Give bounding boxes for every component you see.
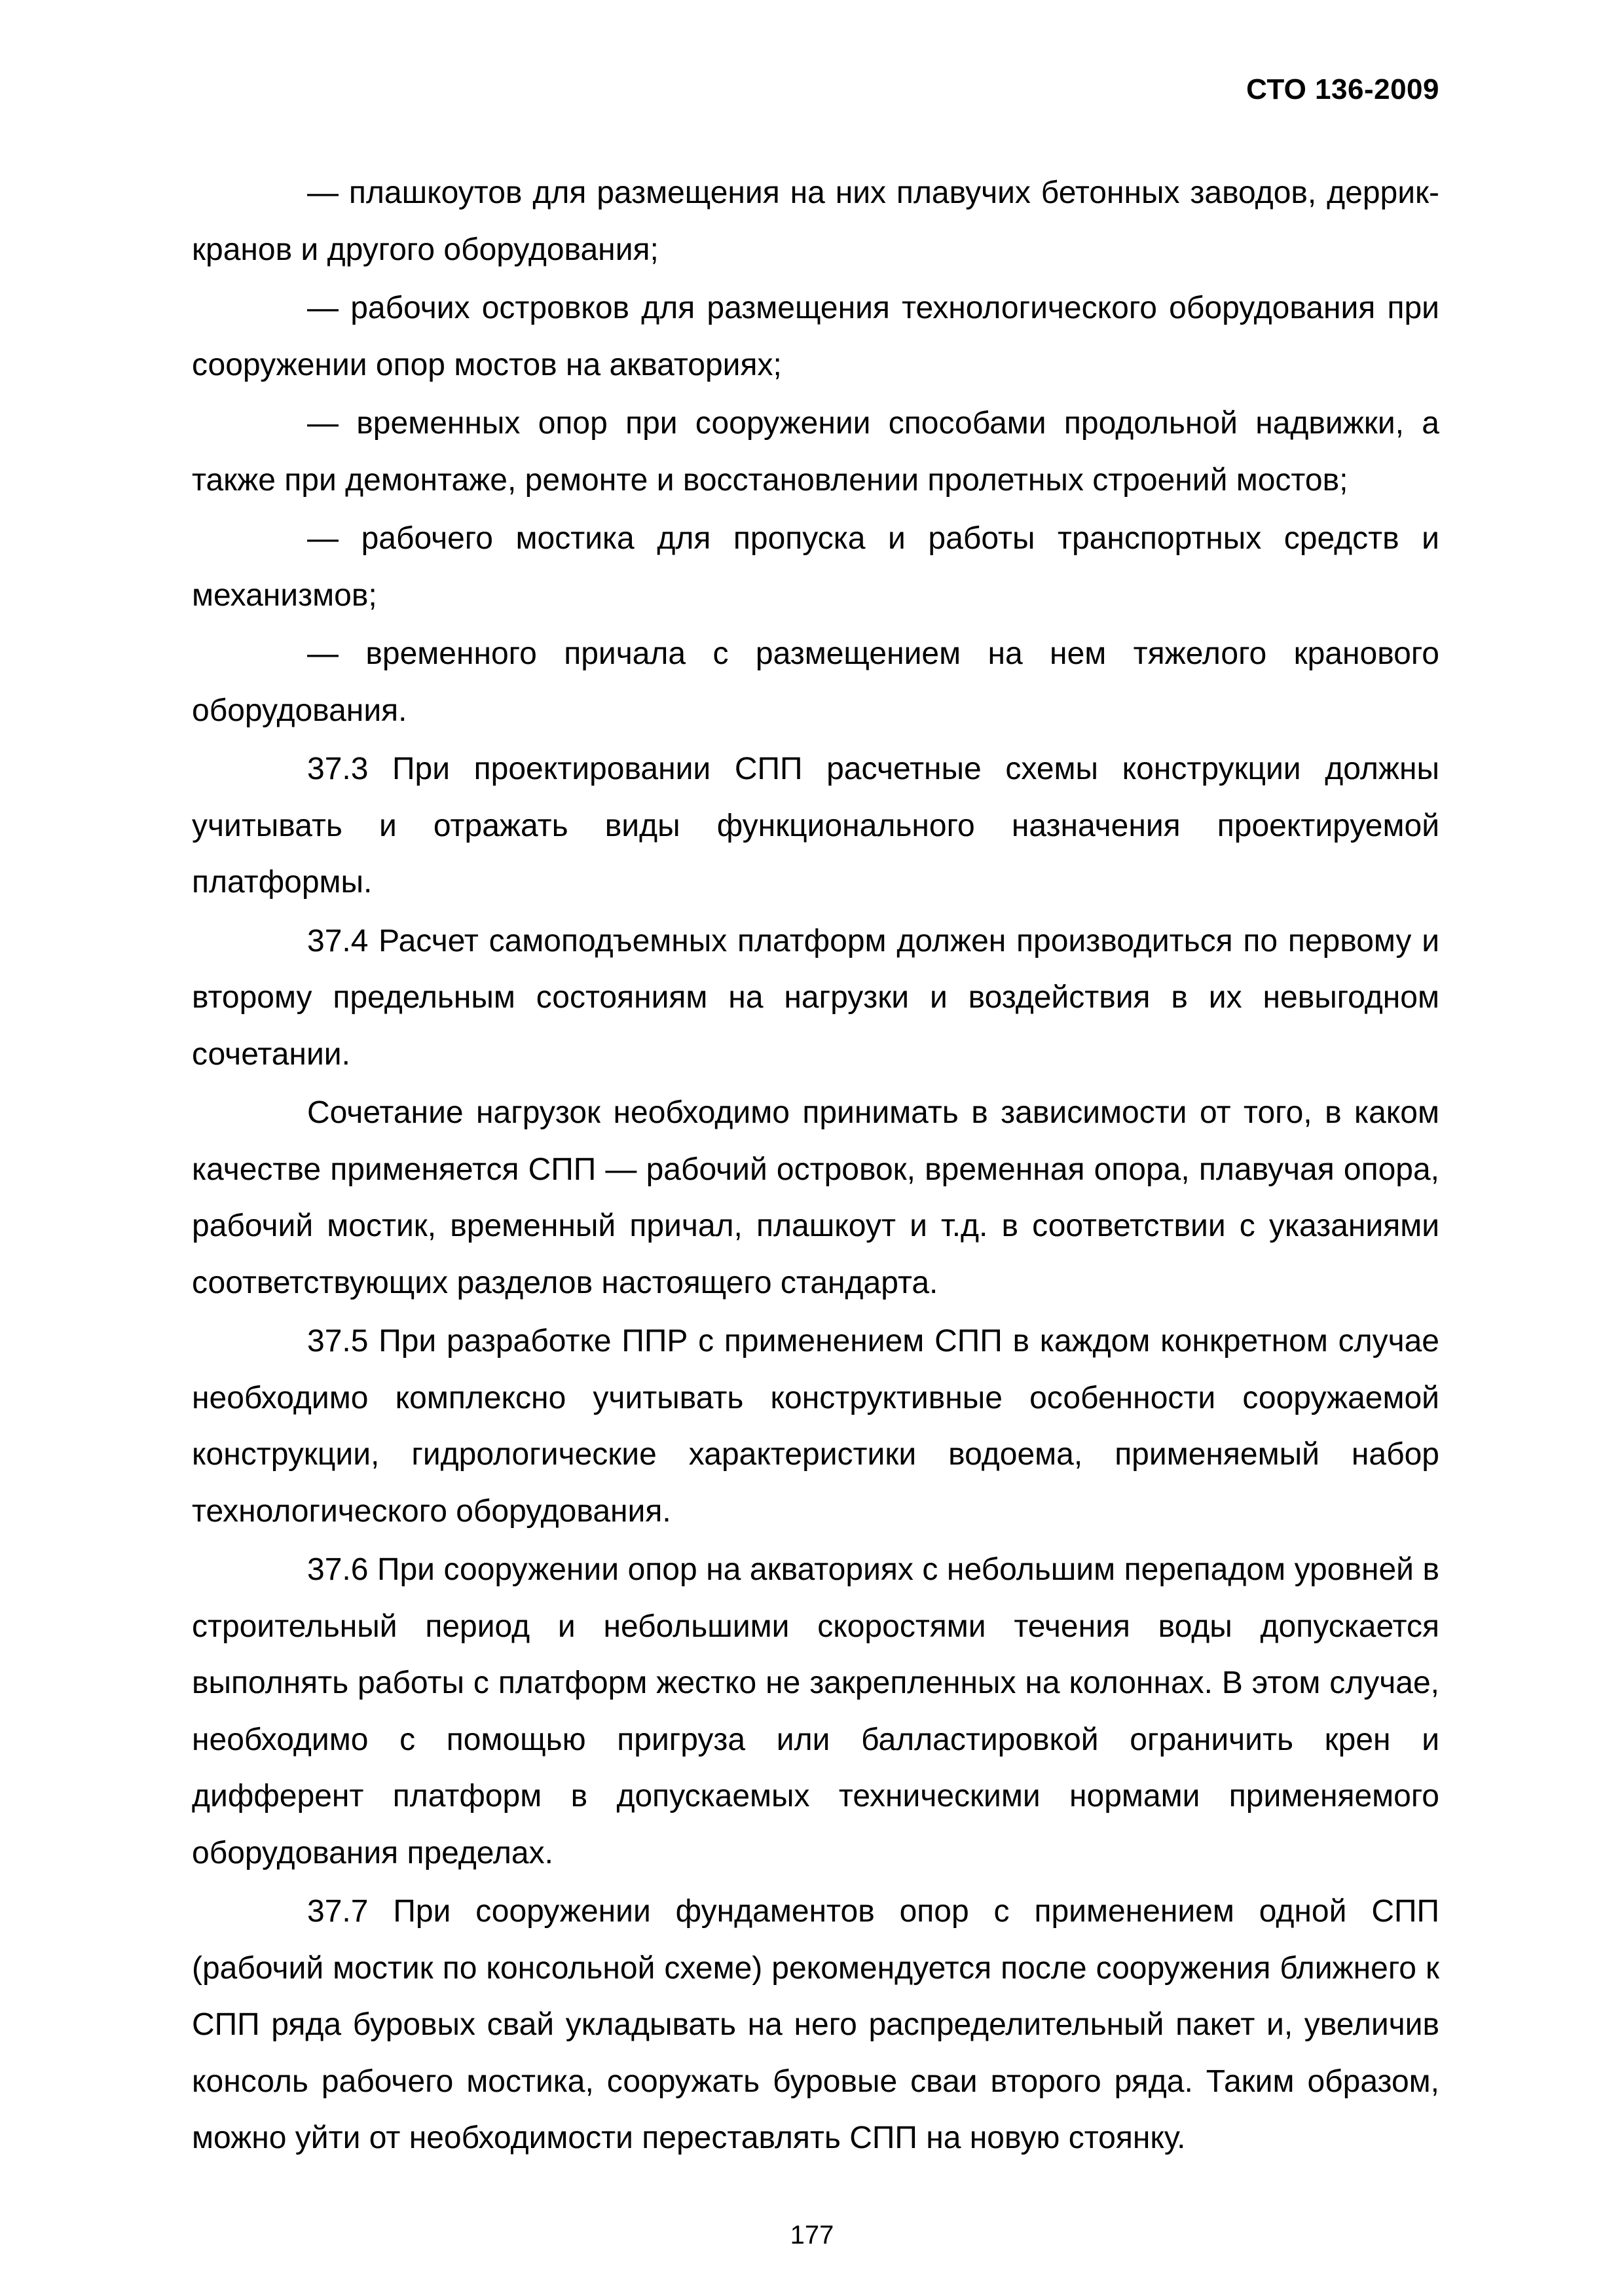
clause-37-4: 37.4 Расчет самоподъемных платформ должен производиться по первому и второму предельным состояниям на нагрузки и воздействия в их невыгодном сочетании. <box>192 923 1439 1072</box>
list-item-barges: — плашкоутов для размещения на них плавучих бетонных заводов, деррик-кранов и другого оборудования; <box>192 175 1439 267</box>
page-number: 177 <box>790 2221 834 2250</box>
list-item-temporary-pier: — временного причала с размещением на нем тяжелого кранового оборудования. <box>192 636 1439 728</box>
clause-37-6: 37.6 При сооружении опор на акваториях с небольшим перепадом уровней в строительный период и небольшими скоростями течения воды допускается выполнять работы с платформ жестко не закрепленных на колоннах. В этом случае, необходимо с помощью пригруза или балластировкой ограничить крен и дифферент платформ в допускаемых техническими нормами применяемого оборудования пределах. <box>192 1552 1439 1870</box>
clause-37-4-load-combination: Сочетание нагрузок необходимо принимать в зависимости от того, в каком качестве применяется СПП — рабочий островок, временная опора, плавучая опора, рабочий мостик, временный причал, плашкоут и т.д. в соответствии с указаниями соответствующих разделов настоящего стандарта. <box>192 1095 1439 1300</box>
list-item-work-bridge: — рабочего мостика для пропуска и работы транспортных средств и механизмов; <box>192 521 1439 613</box>
document-code: СТО 136-2009 <box>1246 73 1439 105</box>
clause-37-7: 37.7 При сооружении фундаментов опор с применением одной СПП (рабочий мостик по консольной схеме) рекомендуется после сооружения ближнего к СПП ряда буровых свай укладывать на него распределительный пакет и, увеличив консоль рабочего мостика, сооружать буровые сваи второго ряда. Таким образом, можно уйти от необходимости переставлять СПП на новую стоянку. <box>192 1894 1439 2155</box>
clause-37-5: 37.5 При разработке ППР с применением СПП в каждом конкретном случае необходимо комплексно учитывать конструктивные особенности сооружаемой конструкции, гидрологические характеристики водоема, применяемый набор технологического оборудования. <box>192 1324 1439 1529</box>
list-item-temporary-supports: — временных опор при сооружении способами продольной надвижки, а также при демонтаже, ремонте и восстановлении пролетных строений мостов; <box>192 406 1439 498</box>
clause-37-3: 37.3 При проектировании СПП расчетные схемы конструкции должны учитывать и отражать виды функционального назначения проектируемой платформы. <box>192 752 1439 900</box>
list-item-work-islands: — рабочих островков для размещения технологического оборудования при сооружении опор мостов на акваториях; <box>192 291 1439 382</box>
document-body <box>192 165 1439 2169</box>
